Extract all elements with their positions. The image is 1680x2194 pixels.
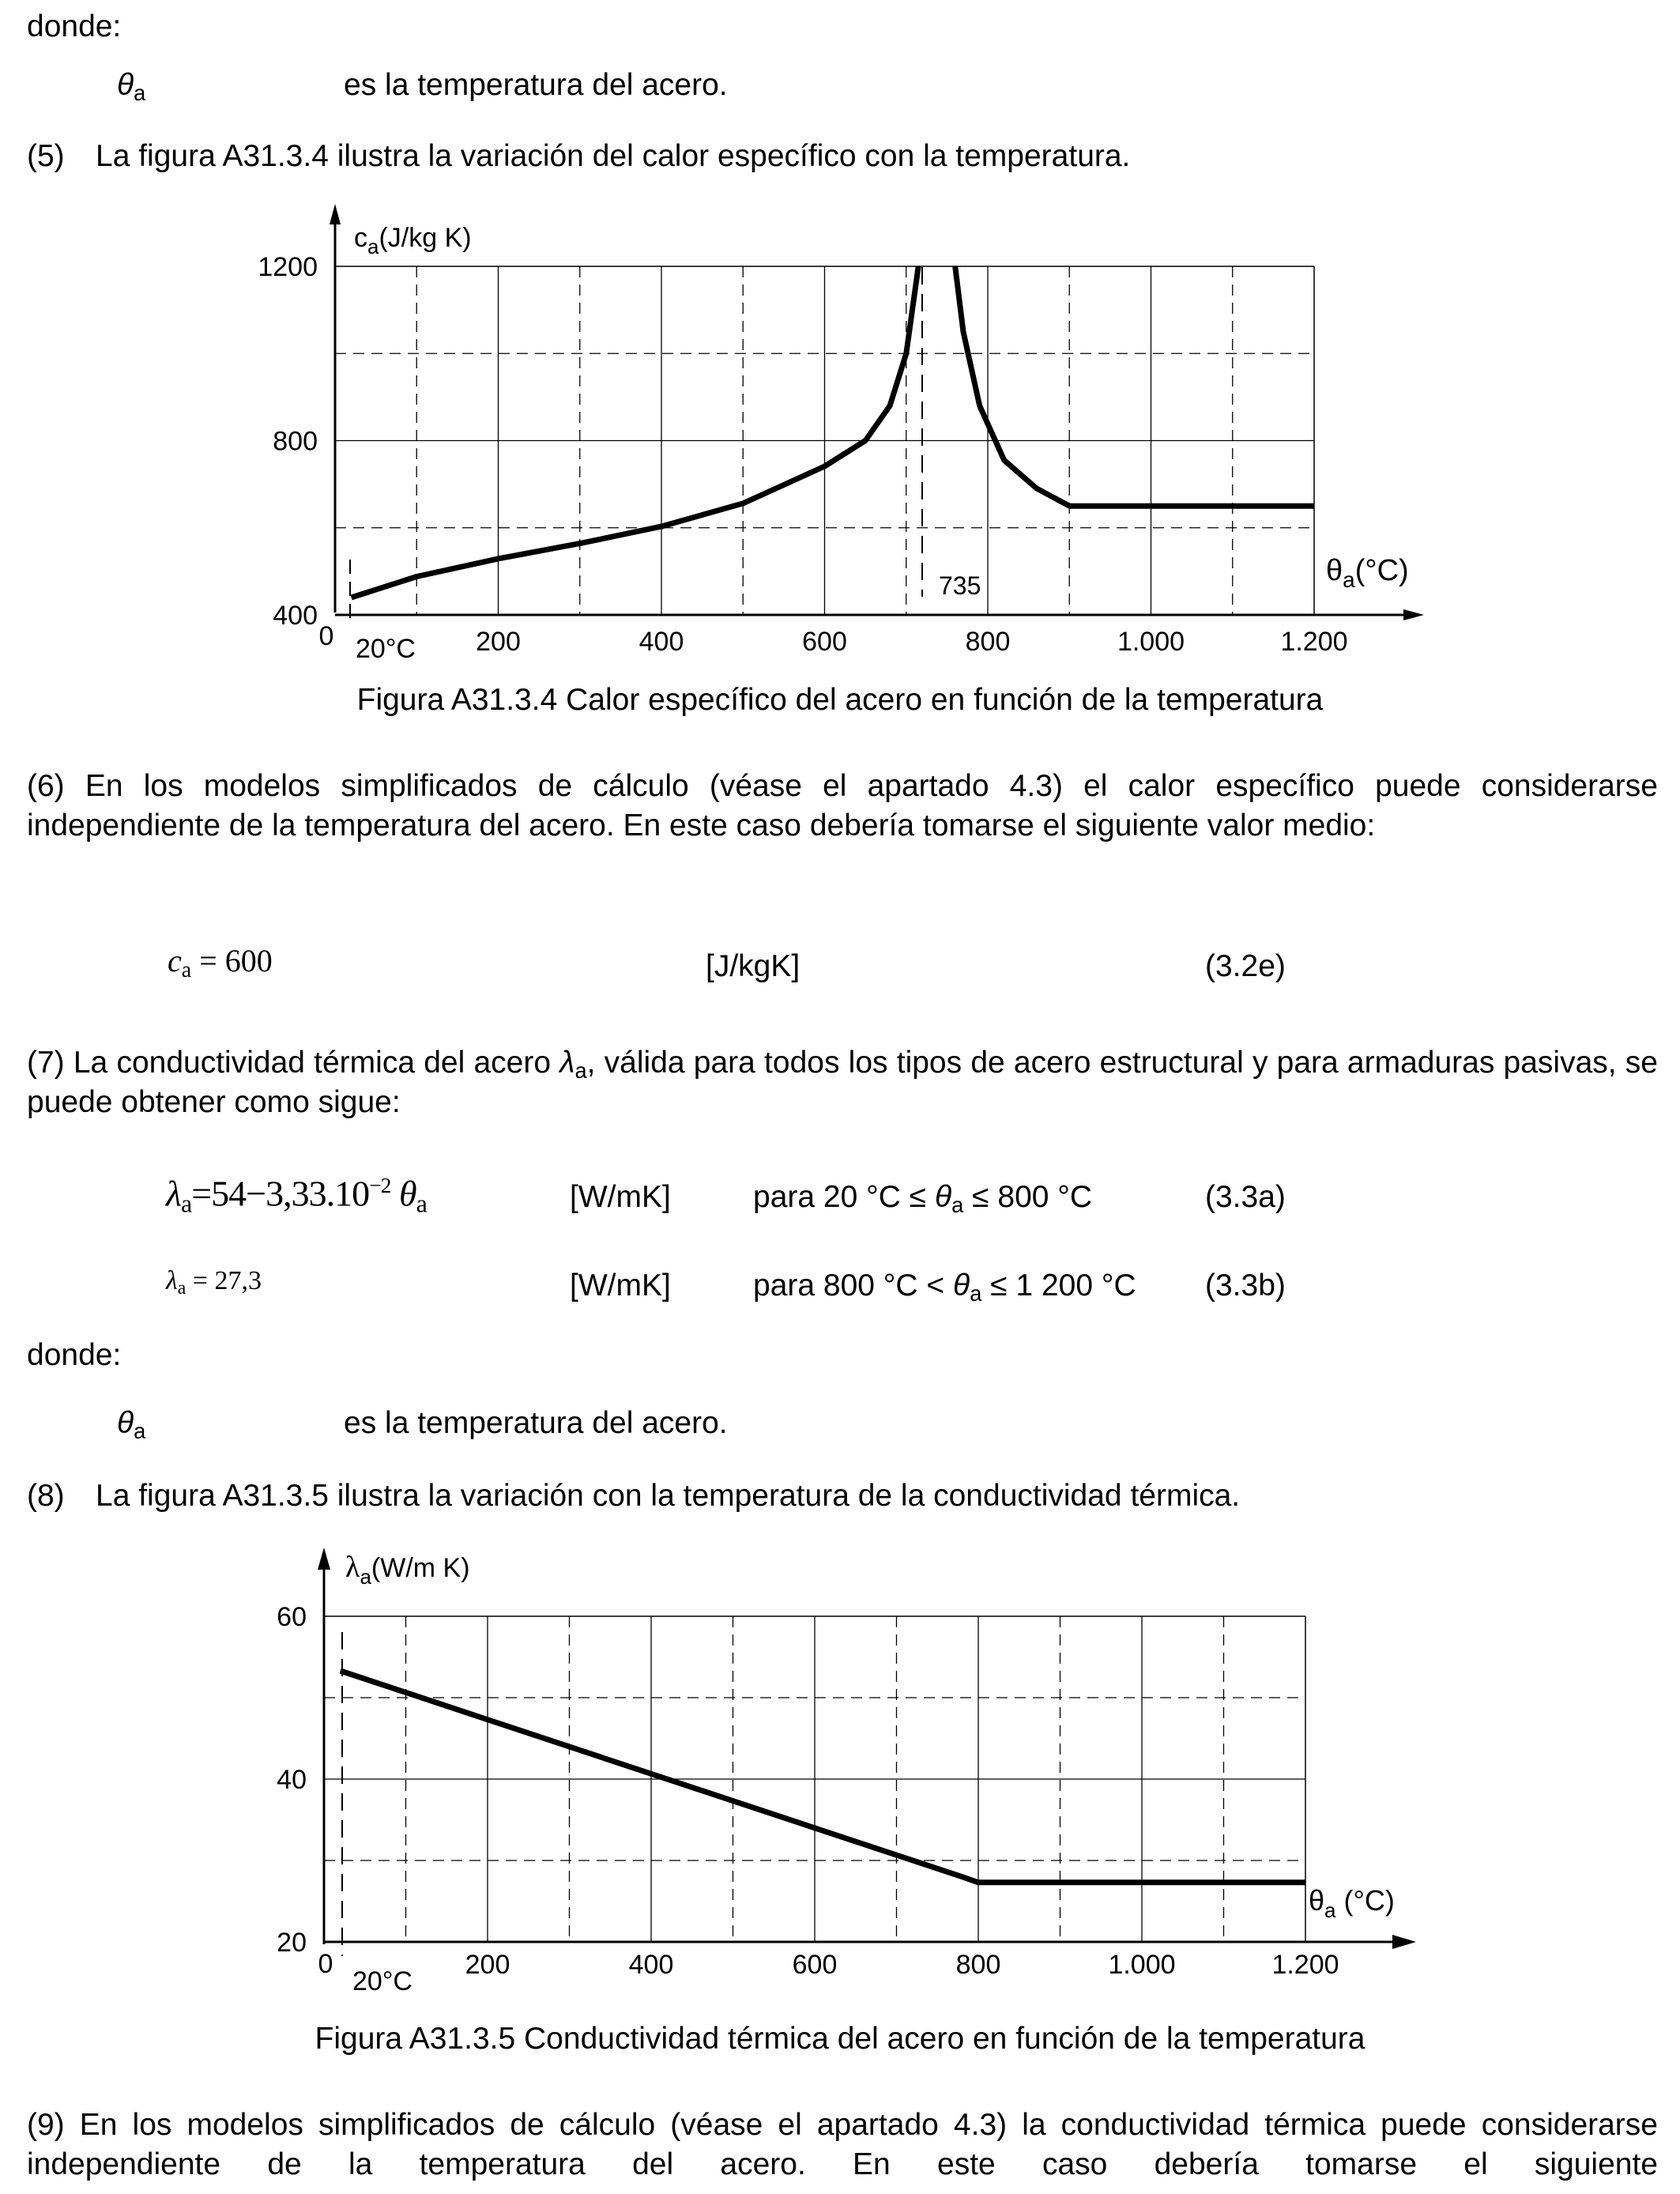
fig2-y-tick-label-1: 40	[277, 1765, 307, 1795]
eq32e-unit: [J/kgK]	[706, 949, 800, 983]
fig1-x-tick-label-1: 400	[638, 627, 684, 657]
chart2-x-axis-label: $\theta_a$ (°C)	[1309, 1884, 1395, 1922]
fig1-y-tick-label-0: 400	[273, 601, 318, 631]
para8-text: La figura A31.3.5 ilustra la variación con la temperatura de la conductividad térmica.	[96, 1479, 1241, 1513]
para5-text: La figura A31.3.4 ilustra la variación del calor específico con la temperatura.	[96, 139, 1131, 173]
fig2-x-tick-label-1: 400	[628, 1950, 674, 1980]
fig2-x-tick-label-4: 1.000	[1108, 1950, 1176, 1980]
fig1-x-tick-label-3: 800	[965, 627, 1011, 657]
theta-symbol-middle: $\theta_a$	[117, 1406, 146, 1443]
chart2-x-axis-arrow	[1392, 1935, 1416, 1949]
eq33b-tag: (3.3b)	[1205, 1269, 1286, 1302]
eq33a-condition: para 20 $^\circ C \le \theta_a \le 800$ °C	[753, 1180, 1093, 1217]
chart2-y-axis-arrow	[318, 1547, 330, 1570]
fig1-x-tick-label-5: 1.200	[1280, 627, 1348, 657]
chart1-x-axis-label: $\theta_a(^\circ C)$	[1326, 554, 1409, 592]
theta-symbol-top: $\theta_a$	[117, 68, 146, 105]
chart2-origin-label: 0	[318, 1949, 333, 1979]
donde-label-top: donde:	[27, 9, 122, 43]
fig2-x-tick-label-5: 1.200	[1271, 1950, 1339, 1980]
eq32e-tag: (3.2e)	[1205, 949, 1286, 983]
chart1-start-label: 20°C	[356, 634, 416, 664]
donde-label-middle: donde:	[27, 1338, 122, 1372]
fig1-x-tick-label-2: 600	[802, 627, 847, 657]
eq33a-formula: $\lambda_a=54-3,33.10^{-2}$ $\theta_a$	[166, 1173, 427, 1218]
chart1-y-axis-label: $c_a(J/kg$ K)	[354, 223, 472, 258]
theta-description-middle: es la temperatura del acero.	[344, 1406, 728, 1440]
fig2-x-tick-label-3: 800	[955, 1950, 1001, 1980]
fig2-y-tick-label-0: 20	[277, 1928, 307, 1958]
para5-number: (5)	[27, 139, 65, 173]
fig2-x-tick-label-0: 200	[465, 1950, 510, 1980]
chart1-origin-label: 0	[318, 621, 334, 651]
eq33b-condition: para 800 $^\circ C < \theta_a \le 1$ 200 °C	[753, 1269, 1136, 1306]
eq33a-unit: [W/mK]	[570, 1180, 671, 1214]
eq33a-tag: (3.3a)	[1205, 1180, 1286, 1214]
eq33b-unit: [W/mK]	[570, 1269, 671, 1302]
fig1-x-tick-label-4: 1.000	[1117, 627, 1185, 657]
chart2-labels	[277, 1602, 1339, 1980]
fig2-x-tick-label-2: 600	[792, 1950, 838, 1980]
fig1-y-tick-label-1: 800	[273, 426, 318, 457]
fig2-y-tick-label-2: 60	[277, 1602, 307, 1632]
eq32e-lhs: $c_a = 600$	[168, 943, 273, 982]
fig1-x-tick-label-0: 200	[476, 627, 521, 657]
para9: (9) En los modelos simplificados de cálculo (véase el apartado 4.3) la conductividad térmica puede considerarse independiente de la temperatura del acero. En este caso debería tomarse el siguiente	[27, 2108, 1658, 2181]
fig2-series-0-segment-0	[341, 1671, 1305, 1883]
chart2-start-label: 20°C	[352, 1966, 412, 1996]
chart2-grid	[324, 1616, 1305, 1942]
chart2-curve	[341, 1671, 1305, 1883]
fig1-y-tick-label-2: 1200	[258, 252, 318, 282]
chart2-y-axis-label: $\lambda_a(W/m$ K)	[345, 1551, 470, 1589]
para6: (6) En los modelos simplificados de cálculo (véase el apartado 4.3) el calor específico puede considerarse independiente de la temperatura del acero. En este caso debería tomarse el siguiente valor medio:	[27, 769, 1658, 843]
theta-description-top: es la temperatura del acero.	[344, 68, 728, 102]
para7: (7) La conductividad térmica del acero $\lambda_a$, válida para todos los tipos de acero estructural y para armaduras pasivas, se puede obtener como sigue:	[27, 1046, 1659, 1119]
para8-number: (8)	[27, 1479, 65, 1513]
figure2-caption: Figura A31.3.5 Conductividad térmica del acero en función de la temperatura	[315, 2022, 1365, 2056]
chart1-annotation-735: 735	[939, 571, 981, 600]
figure1-caption: Figura A31.3.4 Calor específico del acero en función de la temperatura	[356, 683, 1324, 717]
eq33b-formula: $\lambda_a = 27,3$	[166, 1266, 262, 1299]
